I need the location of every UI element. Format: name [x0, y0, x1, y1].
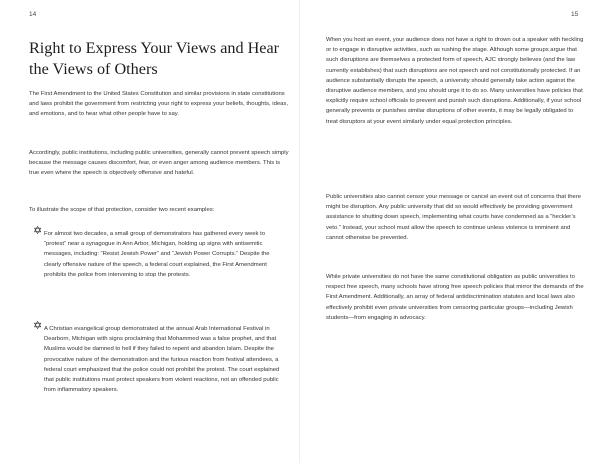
list-item-text: A Christian evangelical group demonstrated at the annual Arab International Festival in Dearborn, Michigan with signs proclaiming that Mohammed was a false prophet, and that Muslims would be damned to hell if they failed to repent and abandon Islam. Despite the provocative nature of the demonstration and the furious reaction from festival attendees, a federal court emphasized that the police could not prohibit the protest. The court explained that public institutions must protect speakers from violent reactions, not an offended public from inflammatory speakers. [44, 326, 280, 394]
section-title: Right to Express Your Views and Hear the Views of Others [29, 39, 280, 78]
star-of-david-icon: ✡ [33, 225, 43, 237]
star-of-david-icon: ✡ [33, 320, 43, 332]
paragraph: Accordingly, public institutions, including public universities, generally cannot prevent speech simply because the message causes discomfort, fear, or even anger among audience members. This is true even where the speech is objectively offensive and hateful. [29, 150, 289, 177]
right-page [300, 0, 600, 463]
paragraph: Public universities also cannot censor your message or cancel an event out of concerns that there might be disruption. Any public university that did so would effectively be providing government assistance to shutting down speech, implementing what courts have condemned as a “heckler’s veto.” Instead, your school must allow the speech to continue unless violence is imminent and cannot otherwise be prevented. [326, 194, 582, 241]
page-number: 14 [29, 11, 37, 18]
page-number: 15 [571, 11, 579, 18]
paragraph: To illustrate the scope of that protection, consider two recent examples: [29, 207, 215, 213]
paragraph: While private universities do not have the same constitutional obligation as public universities to respect free speech, many schools have strong free speech policies that mirror the demands of the First Amendment. Additionally, an array of federal antidiscrimination statutes and local laws also effectively prohibit even private universities from censoring particular groups—including Jewish students—from engaging in advocacy. [326, 274, 584, 321]
paragraph: When you host an event, your audience does not have a right to drown out a speaker with heckling or to engage in disruptive activities, such as rushing the stage. Although some groups argue that such disruptions are themselves a protected form of speech, AJC strongly believes (and the law currently establishes) that such disruptions are not speech and not constitutionally protected. If an audience substantially disrupts the speech, a university should generally take action against the disruptive audience members, and you should urge it to do so. Many universities have policies that explicitly require school officials to prevent and punish such disruptions. Additionally, if your school generally prevents or punishes similar disruptions of other events, it may be legally obligated to treat disruptors at your event similarly under equal protection principles. [326, 37, 584, 125]
list-item-text: For almost two decades, a small group of demonstrators has gathered every week to “protest” near a synagogue in Ann Arbor, Michigan, holding up signs with antisemitic messages, including: “Resist Jewish Power” and “Jewish Power Corrupts.” Despite the clearly offensive nature of the speech, a federal court explained, the First Amendment prohibits the police from intervening to stop the protests. [44, 231, 270, 278]
paragraph: The First Amendment to the United States Constitution and similar provisions in state constitutions and laws prohibit the government from restricting your right to express your beliefs, thoughts, ideas, and emotions, and to hear what other people have to say. [29, 91, 288, 118]
